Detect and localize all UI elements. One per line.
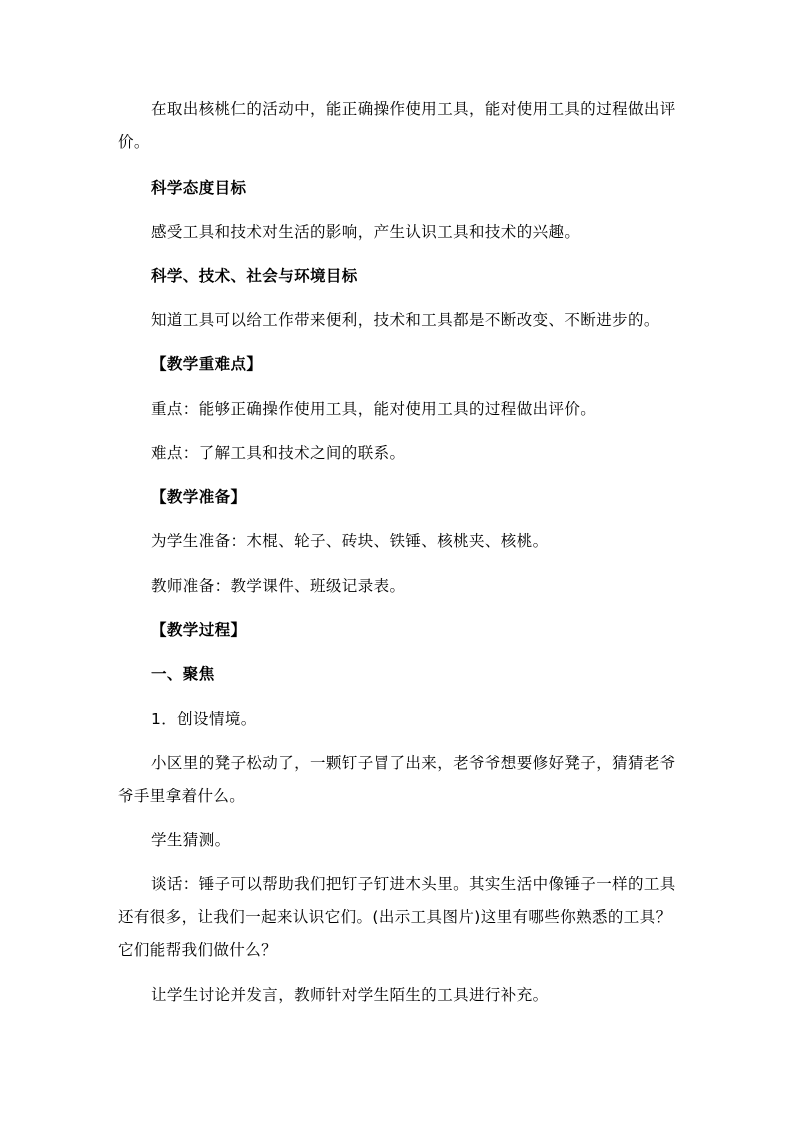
heading-stse-goal: 科学、技术、社会与环境目标 [151, 267, 358, 285]
heading-key-difficult-points: 【教学重难点】 [151, 355, 263, 373]
paragraph-attitude: 感受工具和技术对生活的影响，产生认识工具和技术的兴趣。 [151, 223, 581, 241]
paragraph-difficult-point: 难点：了解工具和技术之间的联系。 [151, 444, 406, 462]
heading-focus: 一、聚焦 [151, 665, 215, 683]
paragraph-talk-line-2: 还有很多，让我们一起来认识它们。(出示工具图片)这里有哪些你熟悉的工具？ [118, 908, 672, 926]
paragraph-student-preparation: 为学生准备：木棍、轮子、砖块、铁锤、核桃夹、核桃。 [151, 532, 549, 550]
paragraph-student-guess: 学生猜测。 [151, 831, 231, 849]
heading-teaching-process: 【教学过程】 [151, 621, 247, 639]
paragraph-stool-story-line-1: 小区里的凳子松动了，一颗钉子冒了出来，老爷爷想要修好凳子，猜猜老爷 [151, 754, 676, 772]
heading-science-attitude-goal: 科学态度目标 [151, 179, 247, 197]
paragraph-talk-line-3: 它们能帮我们做什么？ [118, 941, 278, 959]
paragraph-teacher-preparation: 教师准备：教学课件、班级记录表。 [151, 577, 406, 595]
paragraph-key-point: 重点：能够正确操作使用工具，能对使用工具的过程做出评价。 [151, 400, 597, 418]
paragraph-stse: 知道工具可以给工作带来便利，技术和工具都是不断改变、不断进步的。 [151, 311, 660, 329]
paragraph-talk-line-1: 谈话：锤子可以帮助我们把钉子钉进木头里。其实生活中像锤子一样的工具 [151, 875, 676, 893]
paragraph-create-scenario: 1．创设情境。 [151, 710, 257, 728]
paragraph-skill-goal-line-2: 价。 [118, 133, 150, 151]
paragraph-discussion: 让学生讨论并发言，教师针对学生陌生的工具进行补充。 [151, 986, 549, 1004]
paragraph-stool-story-line-2: 爷手里拿着什么。 [118, 787, 246, 805]
heading-teaching-preparation: 【教学准备】 [151, 488, 247, 506]
paragraph-skill-goal-line-1: 在取出核桃仁的活动中，能正确操作使用工具，能对使用工具的过程做出评 [151, 100, 676, 118]
